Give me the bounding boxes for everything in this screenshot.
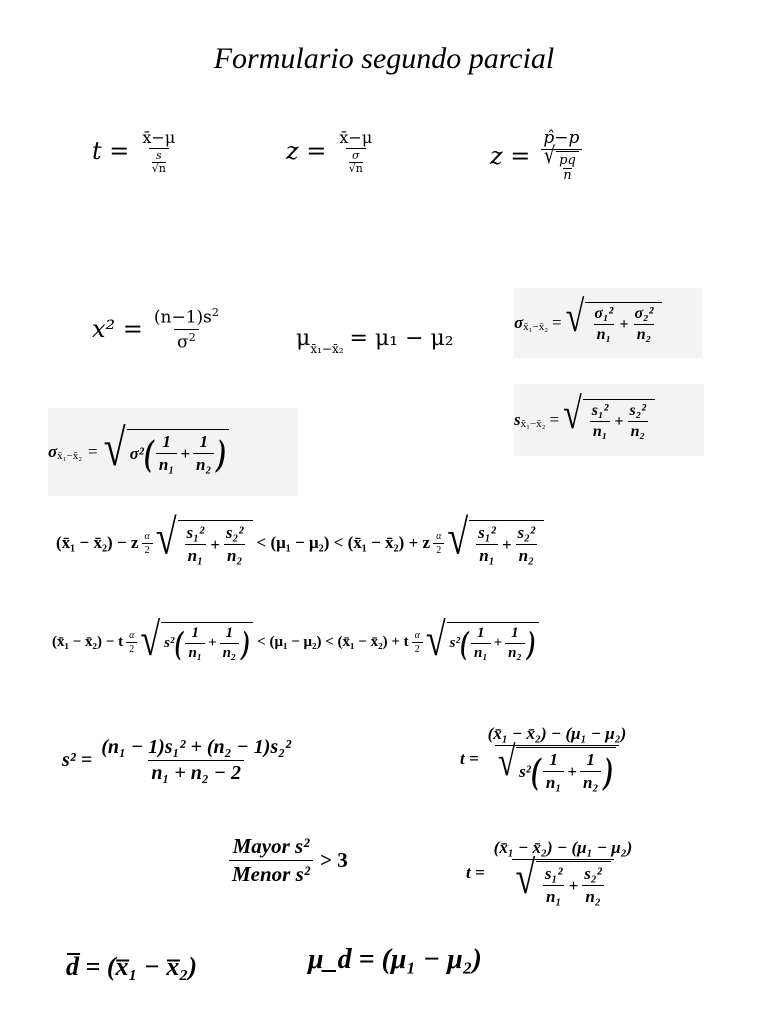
formula-denominator: Menor s² xyxy=(229,860,313,887)
formula-lhs: t = xyxy=(92,137,130,166)
formula-ci-t: (x̄₁ − x̄₂) − t $\frac{\alpha}{2}$ √ s² ( $\frac{1}{\text{n₁}}$ + $\frac{1}{\text{n₂}}$ ) < (μ₁ − μ₂) < (x̄₁ − x̄₂) + t $\frac{\alpha}{2}$ √ s² ( $\frac{1}{\text{n₁}}$ + $\frac{1}{\text{n₂}}$ ) xyxy=(52,622,539,662)
formula-lhs: μ xyxy=(296,326,311,351)
formula-sigma-diff-pooled: σ x̄₁−x̄₂ = √ σ² ( $\frac{1}{\text{n₁}}$ + $\frac{1}{\text{n₂}}$ ) xyxy=(48,408,298,496)
formula-s-diff: s x̄₁−x̄₂ = √ $\frac{\text{s₁²}}{\text{n₁}}$ + $\frac{\text{s₂²}}{\text{n₂}}$ xyxy=(514,384,704,456)
formula-numerator: x̄−μ xyxy=(142,128,176,147)
formula-numerator: p̂−p xyxy=(543,128,580,148)
formula-pq: pq xyxy=(559,153,576,168)
formula-lhs: t = xyxy=(460,748,479,768)
formula-ci-z: (x̄₁ − x̄₂) − z $\frac{\alpha}{2}$ √ $\frac{\text{s₁²}}{\text{n₁}}$ + $\frac{\text{s₂²}}{\text{n₂}}$ < (μ₁ − μ₂) < (x̄₁ − x̄₂) + z $\frac{\alpha}{2}$ √ $\frac{\text{s₁²}}{\text{n₁}}$ + $\frac{\text{s₂²}}{\text{n₂}}$ xyxy=(56,520,544,566)
formula-mean-difference: μ x̄₁−x̄₂ = μ₁ − μ₂ xyxy=(296,326,454,356)
formula-variance-ratio xyxy=(226,834,348,887)
page-title: Formulario segundo parcial xyxy=(213,42,555,75)
formula-text: d̅ = (x̅₁ − x̅₂) xyxy=(66,952,198,981)
formula-t-unpooled: t = (x̄₁ − x̄₂) − (μ₁ − μ₂) √ $\frac{\text{s₁²}}{\text{n₁}}$ + $\frac{\text{s₂²}}{\text{n₂}}$ xyxy=(466,838,633,906)
formula-lhs: t = xyxy=(466,862,485,882)
formula-lhs: s xyxy=(514,410,521,429)
formula-lhs: s² = xyxy=(62,749,93,771)
formula-t-pooled: t = (x̄₁ − x̄₂) − (μ₁ − μ₂) √ s² ( $\frac{1}{\text{n₁}}$ + $\frac{1}{\text{n₂}}$ ) xyxy=(460,724,627,792)
formula-sqrt-n: √n xyxy=(348,161,363,175)
formula-numerator: Mayor s² xyxy=(232,834,310,858)
formula-mu-d xyxy=(308,944,482,976)
formula-sigma: σ xyxy=(352,149,360,162)
formula-rhs: = μ₁ − μ₂ xyxy=(349,326,454,351)
formula-z-proportion: z = p̂−p √ pq n xyxy=(490,128,585,184)
formula-lhs: x² = xyxy=(92,315,143,344)
formula-text: μ_d = (μ₁ − μ₂) xyxy=(308,944,482,975)
formula-numerator: (n−1)s xyxy=(153,307,212,328)
formula-lhs: σ xyxy=(514,313,524,332)
formula-numerator: x̄−μ xyxy=(339,128,373,147)
formula-n: n xyxy=(563,168,572,184)
formula-s: s xyxy=(155,149,162,162)
formula-pooled-variance: s² = $\frac{\text{(n₁ − 1)s₁² + (n₂ − 1)s₂²}}{\text{n₁ + n₂ − 2}}$ xyxy=(62,736,292,784)
formula-sigma-diff-known: σ x̄₁−x̄₂ = √ $\frac{\text{σ₁²}}{\text{n₁}}$ + $\frac{\text{σ₂²}}{\text{n₂}}$ xyxy=(514,288,702,358)
formula-rhs: > 3 xyxy=(320,848,348,872)
formula-sqrt-n: √n xyxy=(151,161,166,175)
formula-t-statistic xyxy=(92,128,181,174)
formula-d-bar xyxy=(66,952,197,982)
formula-lhs: z = xyxy=(490,141,531,170)
formula-z-statistic xyxy=(286,128,378,174)
formula-lhs: σ xyxy=(48,442,58,461)
formula-denominator: σ xyxy=(177,332,189,353)
formula-chi-square: x² = $\frac{(n-1)s^2}{\sigma^2}$ xyxy=(92,306,219,353)
formula-lhs: z = xyxy=(286,137,327,166)
